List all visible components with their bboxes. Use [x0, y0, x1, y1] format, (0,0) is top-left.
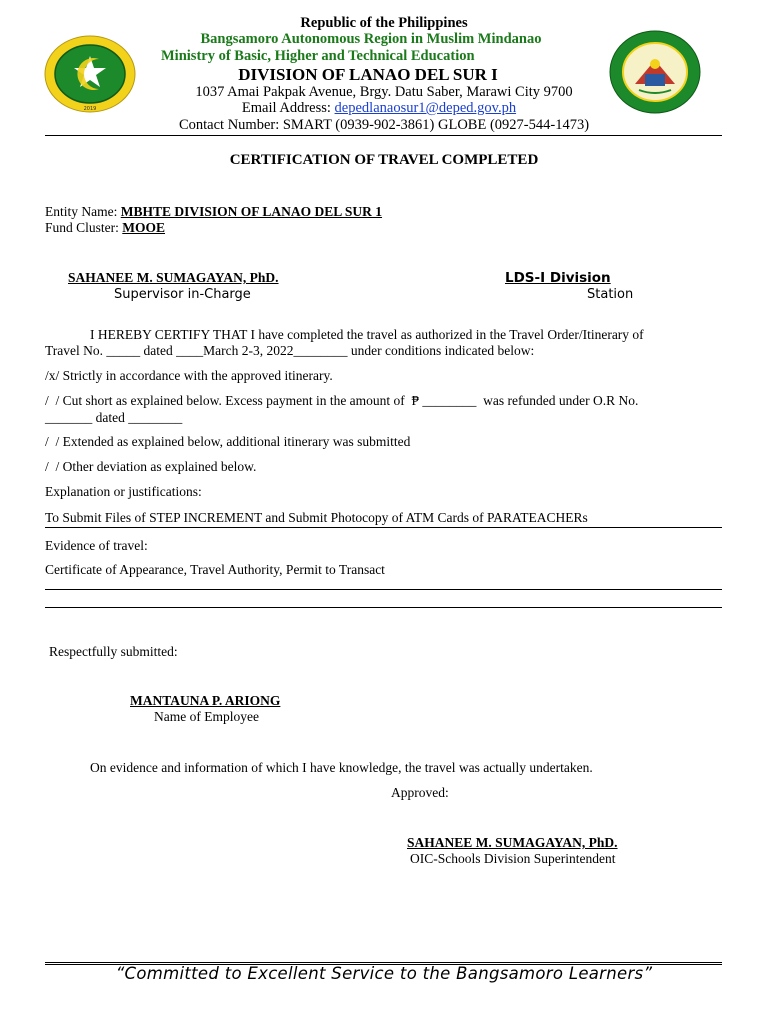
travel-date: ____March 2-3, 2022________	[176, 343, 348, 358]
entity-value: MBHTE DIVISION OF LANAO DEL SUR 1	[120, 204, 383, 219]
supervisor-role: Supervisor in-Charge	[114, 287, 251, 302]
republic-line: Republic of the Philippines	[300, 15, 468, 31]
fund-label: Fund Cluster:	[45, 220, 123, 235]
contact-line: Contact Number: SMART (0939-902-3861) GLOBE (0927-544-1473)	[178, 117, 590, 133]
conditions-text: under conditions indicated below:	[347, 343, 535, 358]
option-extended: / / Extended as explained below, additional itinerary was submitted	[45, 434, 411, 449]
option-cut-short: / / Cut short as explained below. Excess payment in the amount of ₱ ________ was refunded under O.R No.	[45, 393, 639, 408]
region-line: Bangsamoro Autonomous Region in Muslim Mindanao	[200, 31, 542, 47]
evidence-value: Certificate of Appearance, Travel Authority, Permit to Transact	[45, 562, 385, 577]
email-label: Email Address:	[241, 100, 335, 116]
explanation-underline	[45, 527, 722, 528]
entity-label: Entity Name:	[45, 204, 121, 219]
explanation-value: To Submit Files of STEP INCREMENT and Submit Photocopy of ATM Cards of PARATEACHERs	[45, 510, 588, 525]
station-name: LDS-I Division	[505, 270, 611, 286]
explanation-label: Explanation or justifications:	[45, 484, 202, 499]
division-name: DIVISION OF LANAO DEL SUR I	[238, 65, 498, 84]
footer-motto: “Committed to Excellent Service to the Bangsamoro Learners”	[115, 964, 653, 983]
certify-line-1: I HEREBY CERTIFY THAT I have completed the travel as authorized in the Travel Order/Itinerary of	[90, 327, 644, 342]
page-title: CERTIFICATION OF TRAVEL COMPLETED	[229, 152, 539, 168]
fund-cluster-line	[45, 220, 165, 236]
evidence-underline-1	[45, 589, 722, 590]
approver-role: OIC-Schools Division Superintendent	[410, 851, 616, 866]
option-other: / / Other deviation as explained below.	[45, 459, 257, 474]
employee-role: Name of Employee	[154, 709, 259, 724]
evidence-label: Evidence of travel:	[45, 538, 148, 553]
submitted-label: Respectfully submitted:	[49, 644, 178, 659]
approved-label: Approved:	[391, 785, 449, 800]
entity-name-line	[45, 204, 382, 220]
supervisor-name: SAHANEE M. SUMAGAYAN, PhD.	[68, 270, 279, 285]
email-line	[0, 100, 763, 117]
ministry-line: Ministry of Basic, Higher and Technical Education	[161, 48, 475, 64]
evidence-statement: On evidence and information of which I have knowledge, the travel was actually undertaken.	[90, 760, 593, 775]
travel-no-text: Travel No. _____ dated	[45, 343, 177, 358]
option-strict: /x/ Strictly in accordance with the approved itinerary.	[45, 368, 333, 383]
email-link[interactable]: depedlanaosur1@deped.gov.ph	[334, 100, 517, 116]
approver-name: SAHANEE M. SUMAGAYAN, PhD.	[407, 835, 618, 850]
station-label: Station	[587, 287, 634, 302]
address-line: 1037 Amai Pakpak Avenue, Brgy. Datu Saber, Marawi City 9700	[195, 84, 573, 100]
employee-name: MANTAUNA P. ARIONG	[130, 693, 281, 708]
header-divider	[45, 135, 722, 136]
certify-line-2	[45, 343, 534, 359]
evidence-underline-2	[45, 607, 722, 608]
svg-text:2019: 2019	[83, 106, 97, 112]
fund-value: MOOE	[122, 220, 166, 235]
option-cut-short-dated: _______ dated ________	[45, 410, 183, 425]
